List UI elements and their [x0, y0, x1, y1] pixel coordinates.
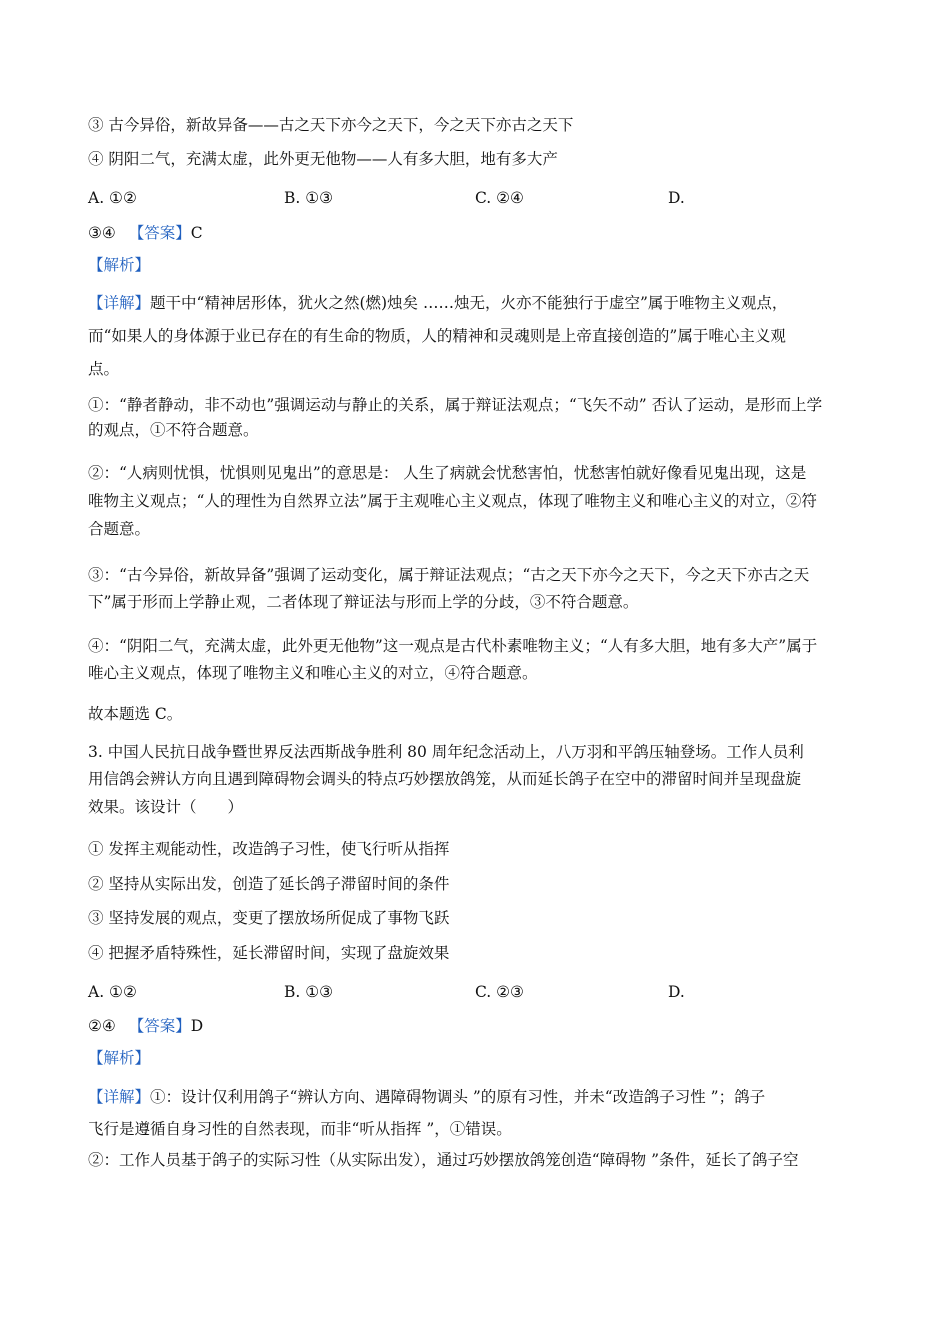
q2-detail-label: 【详解】: [88, 294, 151, 312]
q2-detail-line-1: 【详解】题干中“精神居形体，犹火之然(燃)烛矣 ……烛无，火亦不能独行于虚空”属于唯物主义观点，: [88, 294, 788, 312]
q2-option-d-continuation: ③④: [88, 224, 116, 242]
q3-stem-line-1: 3. 中国人民抗日战争暨世界反法西斯战争胜利 80 周年纪念活动上，八万羽和平鸽压轴登场。工作人员利: [88, 743, 804, 761]
q3-answer-line: [88, 1015, 203, 1037]
q2-answer-label: 【答案】: [128, 224, 191, 242]
q2-answer-line: [88, 222, 203, 244]
q2-explanation-1-line-2: 的观点，①不符合题意。: [88, 421, 259, 439]
q3-option-d: D.: [668, 983, 685, 1001]
q2-option-b: B. ①③: [284, 189, 334, 207]
q2-detail-line-2: 而“如果人的身体源于业已存在的有生命的物质，人的精神和灵魂则是上帝直接创造的”属于唯心主义观: [88, 327, 786, 345]
q3-option-c: C. ②③: [475, 983, 524, 1001]
q2-option-d: D.: [668, 189, 685, 207]
q2-explanation-3-line-2: 下”属于形而上学静止观，二者体现了辩证法与形而上学的分歧，③不符合题意。: [88, 593, 639, 611]
q3-option-a: A. ①②: [88, 983, 137, 1001]
q3-analysis-label: 【解析】: [88, 1049, 151, 1067]
q3-statement-1: ① 发挥主观能动性，改造鸽子习性，使飞行听从指挥: [88, 840, 450, 858]
q2-answer-value: C: [190, 224, 203, 242]
q2-analysis-label: 【解析】: [88, 256, 151, 274]
q2-explanation-3-line-1: ③：“古今异俗，新故异备”强调了运动变化，属于辩证法观点；“古之天下亦今之天下，今之天下亦古之天: [88, 566, 810, 584]
q2-explanation-1-line-1: ①：“静者静动，非不动也”强调运动与静止的关系，属于辩证法观点；“飞矢不动” 否认了运动，是形而上学: [88, 396, 823, 414]
q3-option-b: B. ①③: [284, 983, 334, 1001]
q2-explanation-2-line-3: 合题意。: [88, 520, 151, 538]
q3-detail-line-3: ②：工作人员基于鸽子的实际习性（从实际出发），通过巧妙摆放鸽笼创造“障碍物 ”条件，延长了鸽子空: [88, 1151, 799, 1169]
q2-explanation-2-line-2: 唯物主义观点；“人的理性为自然界立法”属于主观唯心主义观点，体现了唯物主义和唯心主义的对立，②符: [88, 492, 817, 510]
q2-conclusion: 故本题选 C。: [88, 705, 183, 723]
q2-explanation-4-line-1: ④：“阴阳二气，充满太虚，此外更无他物”这一观点是古代朴素唯物主义；“人有多大胆，地有多大产”属于: [88, 637, 818, 655]
q3-answer-label: 【答案】: [128, 1017, 191, 1035]
q3-statement-2: ② 坚持从实际出发，创造了延长鸽子滞留时间的条件: [88, 875, 450, 893]
q3-option-d-continuation: ②④: [88, 1017, 116, 1035]
q2-statement-3: ③ 古今异俗，新故异备——古之天下亦今之天下，今之天下亦古之天下: [88, 116, 574, 134]
q3-statement-4: ④ 把握矛盾特殊性，延长滞留时间，实现了盘旋效果: [88, 944, 450, 962]
q3-stem-line-3: 效果。该设计（ ）: [88, 798, 244, 816]
q2-explanation-4-line-2: 唯心主义观点，体现了唯物主义和唯心主义的对立，④符合题意。: [88, 664, 538, 682]
q2-detail-line-3: 点。: [88, 360, 120, 378]
q3-answer-value: D: [190, 1017, 204, 1035]
q3-detail-line-2: 飞行是遵循自身习性的自然表现，而非“听从指挥 ”，①错误。: [88, 1120, 512, 1138]
q3-statement-3: ③ 坚持发展的观点，变更了摆放场所促成了事物飞跃: [88, 909, 450, 927]
q3-stem-line-2: 用信鸽会辨认方向且遇到障碍物会调头的特点巧妙摆放鸽笼，从而延长鸽子在空中的滞留时间并呈现盘旋: [88, 770, 802, 788]
q2-option-c: C. ②④: [475, 189, 524, 207]
q3-detail-line-1: 【详解】①：设计仅利用鸽子“辨认方向、遇障碍物调头 ”的原有习性，并未“改造鸽子习性 ”；鸽子: [88, 1088, 766, 1106]
q2-option-a: A. ①②: [88, 189, 137, 207]
q3-detail-label: 【详解】: [88, 1088, 151, 1106]
q2-explanation-2-line-1: ②：“人病则忧惧，忧惧则见鬼出”的意思是： 人生了病就会忧愁害怕，忧愁害怕就好像看见鬼出现，这是: [88, 464, 807, 482]
q2-statement-4: ④ 阴阳二气，充满太虚，此外更无他物——人有多大胆，地有多大产: [88, 150, 558, 168]
